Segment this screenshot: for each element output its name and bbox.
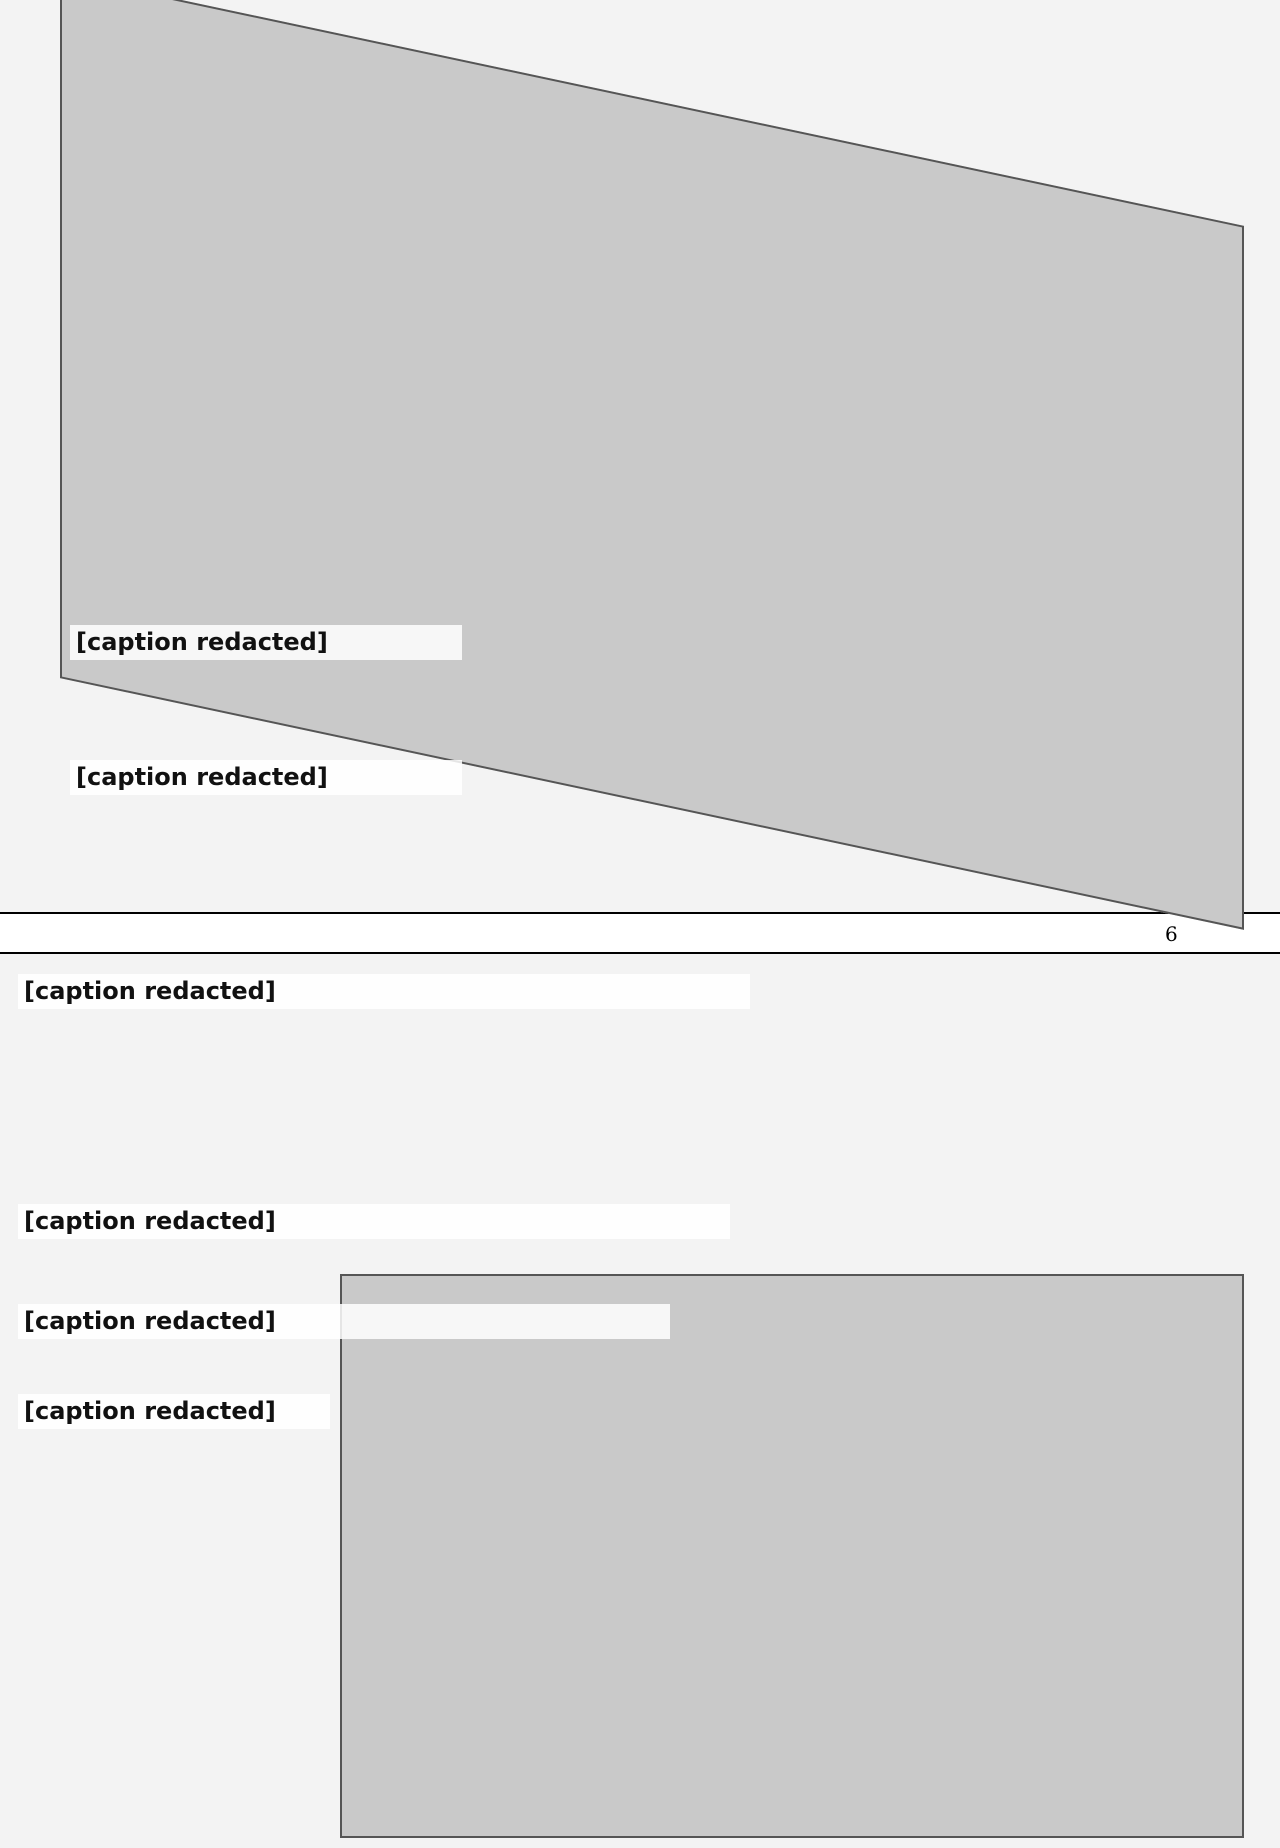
caption: [caption redacted] xyxy=(18,974,750,1009)
caption: [caption redacted] xyxy=(70,625,462,660)
caption: [caption redacted] xyxy=(18,1394,330,1429)
caption: [caption redacted] xyxy=(18,1204,730,1239)
caption: [caption redacted] xyxy=(18,1304,670,1339)
page-number: 6 xyxy=(1165,922,1178,946)
panel-artwork xyxy=(340,1274,1244,1838)
caption: [caption redacted] xyxy=(70,760,462,795)
comic-panel-bottom xyxy=(0,952,1280,1848)
comic-panel-top xyxy=(0,0,1280,914)
